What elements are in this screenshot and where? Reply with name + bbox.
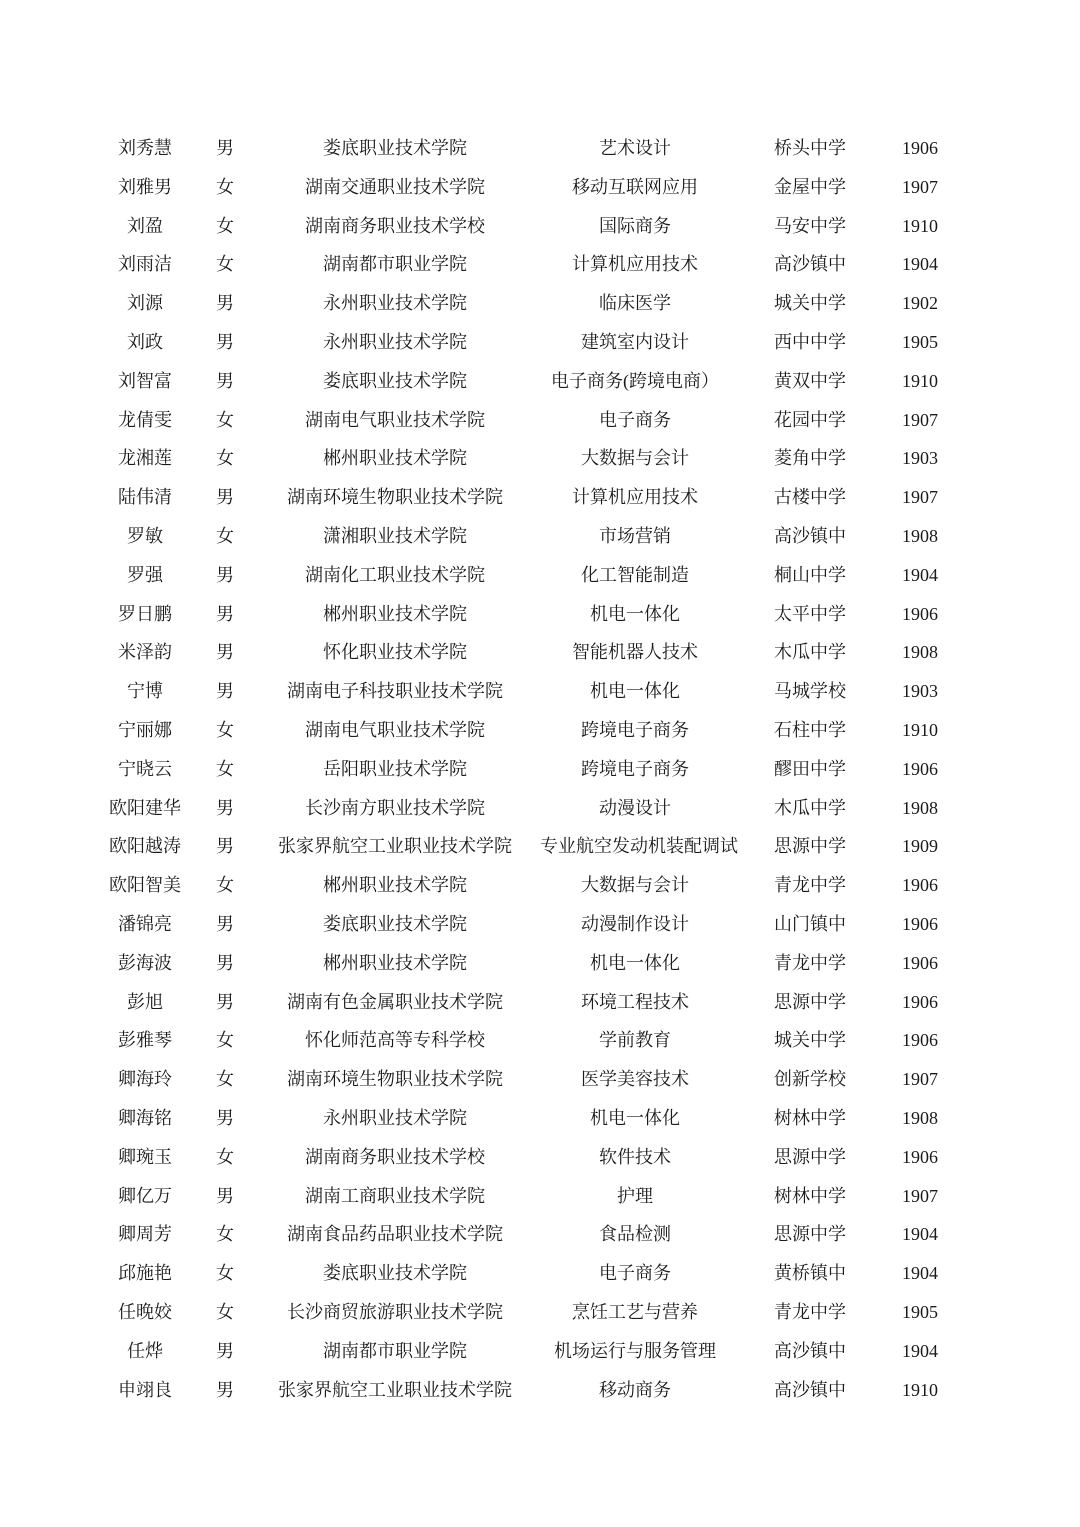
major-name: 机电一体化 — [590, 1107, 680, 1128]
college-name: 娄底职业技术学院 — [323, 1263, 467, 1284]
student-name: 任烨 — [127, 1340, 163, 1361]
school-name: 高沙镇中 — [774, 525, 846, 546]
college-name: 湖南电子科技职业技术学院 — [287, 681, 503, 702]
student-name: 罗强 — [127, 564, 163, 585]
table-row — [90, 1177, 950, 1216]
school-name: 花园中学 — [774, 409, 846, 430]
table-row — [90, 1060, 950, 1099]
class-number: 1907 — [902, 1185, 938, 1206]
college-name: 永州职业技术学院 — [323, 331, 467, 352]
school-name: 黄桥镇中 — [774, 1263, 846, 1284]
college-name: 湖南化工职业技术学院 — [305, 564, 485, 585]
student-gender: 男 — [216, 138, 234, 158]
major-name: 电子商务 — [599, 1263, 671, 1284]
class-number: 1906 — [902, 758, 938, 779]
class-number: 1907 — [902, 487, 938, 508]
college-name: 郴州职业技术学院 — [323, 603, 467, 624]
college-name: 娄底职业技术学院 — [323, 370, 467, 391]
student-name: 陆伟清 — [118, 487, 172, 508]
student-gender: 女 — [216, 448, 234, 469]
major-name: 软件技术 — [599, 1146, 671, 1167]
school-name: 思源中学 — [774, 1146, 846, 1167]
class-number: 1904 — [902, 1224, 938, 1245]
student-gender: 男 — [216, 1379, 234, 1400]
college-name: 湖南电气职业技术学院 — [305, 719, 485, 740]
class-number: 1910 — [902, 719, 938, 740]
student-gender: 男 — [216, 1185, 234, 1206]
major-name: 机场运行与服务管理 — [554, 1340, 716, 1361]
college-name: 潇湘职业技术学院 — [323, 525, 467, 546]
table-row — [90, 439, 950, 478]
class-number: 1906 — [902, 913, 938, 934]
table-row — [90, 983, 950, 1022]
table-row — [90, 129, 950, 168]
table-row — [90, 827, 950, 866]
class-number: 1908 — [902, 525, 938, 546]
student-gender: 男 — [216, 1340, 234, 1361]
table-row — [90, 478, 950, 517]
college-name: 湖南电气职业技术学院 — [305, 409, 485, 430]
student-name: 卿海玲 — [118, 1069, 172, 1090]
school-name: 金屋中学 — [774, 176, 846, 197]
class-number: 1906 — [902, 952, 938, 973]
student-name: 任晚姣 — [118, 1301, 172, 1322]
major-name: 机电一体化 — [590, 681, 680, 702]
college-name: 湖南环境生物职业技术学院 — [287, 1069, 503, 1090]
roster-body — [90, 129, 950, 1409]
student-name: 刘源 — [127, 293, 163, 314]
school-name: 桥头中学 — [774, 138, 846, 158]
school-name: 树林中学 — [774, 1185, 846, 1206]
table-row — [90, 1371, 950, 1410]
major-name: 国际商务 — [599, 215, 671, 236]
student-gender: 男 — [216, 370, 234, 391]
student-name: 刘智富 — [118, 370, 172, 391]
student-name: 米泽韵 — [118, 642, 172, 663]
student-gender: 女 — [216, 758, 234, 779]
student-gender: 男 — [216, 991, 234, 1012]
student-gender: 男 — [216, 331, 234, 352]
major-name: 电子商务(跨境电商） — [551, 370, 719, 391]
school-name: 高沙镇中 — [774, 1379, 846, 1400]
college-name: 娄底职业技术学院 — [323, 138, 467, 158]
major-name: 大数据与会计 — [581, 448, 689, 469]
student-name: 罗日鹏 — [118, 603, 172, 624]
student-gender: 女 — [216, 875, 234, 896]
college-name: 湖南食品药品职业技术学院 — [287, 1224, 503, 1245]
school-name: 石柱中学 — [774, 719, 846, 740]
school-name: 城关中学 — [774, 1030, 846, 1051]
college-name: 怀化师范高等专科学校 — [305, 1030, 485, 1051]
student-name: 龙倩雯 — [118, 409, 172, 430]
table-row — [90, 750, 950, 789]
class-number: 1906 — [902, 603, 938, 624]
major-name: 环境工程技术 — [581, 991, 689, 1012]
class-number: 1903 — [902, 681, 938, 702]
class-number: 1908 — [902, 642, 938, 663]
college-name: 长沙商贸旅游职业技术学院 — [287, 1301, 503, 1322]
student-gender: 男 — [216, 836, 234, 857]
student-gender: 男 — [216, 487, 234, 508]
student-name: 欧阳智美 — [109, 875, 181, 896]
school-name: 高沙镇中 — [774, 254, 846, 275]
student-gender: 女 — [216, 719, 234, 740]
major-name: 艺术设计 — [599, 138, 671, 158]
class-number: 1906 — [902, 991, 938, 1012]
college-name: 张家界航空工业职业技术学院 — [278, 836, 512, 857]
school-name: 高沙镇中 — [774, 1340, 846, 1361]
student-gender: 男 — [216, 913, 234, 934]
student-gender: 女 — [216, 1069, 234, 1090]
class-number: 1908 — [902, 797, 938, 818]
table-row — [90, 672, 950, 711]
student-roster-table — [90, 129, 950, 1409]
student-name: 邱施艳 — [118, 1263, 172, 1284]
student-name: 彭雅琴 — [118, 1030, 172, 1051]
school-name: 太平中学 — [774, 603, 846, 624]
major-name: 建筑室内设计 — [581, 331, 689, 352]
major-name: 食品检测 — [599, 1224, 671, 1245]
school-name: 黄双中学 — [774, 370, 846, 391]
school-name: 树林中学 — [774, 1107, 846, 1128]
college-name: 湖南环境生物职业技术学院 — [287, 487, 503, 508]
student-gender: 女 — [216, 1301, 234, 1322]
major-name: 电子商务 — [599, 409, 671, 430]
student-gender: 女 — [216, 1224, 234, 1245]
major-name: 机电一体化 — [590, 952, 680, 973]
class-number: 1906 — [902, 875, 938, 896]
class-number: 1904 — [902, 564, 938, 585]
student-gender: 男 — [216, 681, 234, 702]
major-name: 市场营销 — [599, 525, 671, 546]
student-name: 卿海铭 — [118, 1107, 172, 1128]
school-name: 青龙中学 — [774, 952, 846, 973]
table-row — [90, 1021, 950, 1060]
student-gender: 男 — [216, 293, 234, 314]
college-name: 湖南有色金属职业技术学院 — [287, 991, 503, 1012]
class-number: 1906 — [902, 1030, 938, 1051]
school-name: 菱角中学 — [774, 448, 846, 469]
major-name: 动漫制作设计 — [581, 913, 689, 934]
student-gender: 男 — [216, 797, 234, 818]
class-number: 1910 — [902, 1379, 938, 1400]
student-gender: 女 — [216, 525, 234, 546]
college-name: 郴州职业技术学院 — [323, 448, 467, 469]
student-gender: 女 — [216, 176, 234, 197]
class-number: 1902 — [902, 293, 938, 314]
table-row — [90, 323, 950, 362]
college-name: 长沙南方职业技术学院 — [305, 797, 485, 818]
student-name: 刘盈 — [127, 215, 163, 236]
major-name: 计算机应用技术 — [572, 487, 698, 508]
college-name: 湖南都市职业学院 — [323, 1340, 467, 1361]
major-name: 跨境电子商务 — [581, 758, 689, 779]
major-name: 移动商务 — [599, 1379, 671, 1400]
table-row — [90, 866, 950, 905]
college-name: 湖南交通职业技术学院 — [305, 176, 485, 197]
class-number: 1908 — [902, 1107, 938, 1128]
table-row — [90, 905, 950, 944]
school-name: 木瓜中学 — [774, 797, 846, 818]
table-row — [90, 517, 950, 556]
school-name: 创新学校 — [774, 1069, 846, 1090]
major-name: 动漫设计 — [599, 797, 671, 818]
student-gender: 女 — [216, 215, 234, 236]
college-name: 岳阳职业技术学院 — [323, 758, 467, 779]
college-name: 湖南工商职业技术学院 — [305, 1185, 485, 1206]
table-row — [90, 284, 950, 323]
school-name: 思源中学 — [774, 1224, 846, 1245]
school-name: 西中中学 — [774, 331, 846, 352]
school-name: 城关中学 — [774, 293, 846, 314]
major-name: 学前教育 — [599, 1030, 671, 1051]
student-name: 潘锦亮 — [118, 913, 172, 934]
student-name: 宁丽娜 — [118, 719, 172, 740]
class-number: 1907 — [902, 176, 938, 197]
college-name: 张家界航空工业职业技术学院 — [278, 1379, 512, 1400]
table-row — [90, 1332, 950, 1371]
class-number: 1906 — [902, 138, 938, 158]
school-name: 思源中学 — [774, 836, 846, 857]
table-row — [90, 1293, 950, 1332]
major-name: 烹饪工艺与营养 — [572, 1301, 698, 1322]
major-name: 医学美容技术 — [581, 1069, 689, 1090]
school-name: 思源中学 — [774, 991, 846, 1012]
student-gender: 男 — [216, 564, 234, 585]
table-row — [90, 401, 950, 440]
student-gender: 男 — [216, 952, 234, 973]
class-number: 1903 — [902, 448, 938, 469]
student-name: 卿周芳 — [118, 1224, 172, 1245]
class-number: 1904 — [902, 1263, 938, 1284]
college-name: 永州职业技术学院 — [323, 1107, 467, 1128]
major-name: 跨境电子商务 — [581, 719, 689, 740]
major-name: 移动互联网应用 — [572, 176, 698, 197]
student-name: 彭海波 — [118, 952, 172, 973]
table-row — [90, 711, 950, 750]
school-name: 马安中学 — [774, 215, 846, 236]
student-name: 卿琬玉 — [118, 1146, 172, 1167]
table-row — [90, 1215, 950, 1254]
college-name: 郴州职业技术学院 — [323, 875, 467, 896]
student-gender: 女 — [216, 409, 234, 430]
student-name: 欧阳建华 — [109, 797, 181, 818]
student-name: 申翊良 — [118, 1379, 172, 1400]
major-name: 机电一体化 — [590, 603, 680, 624]
student-gender: 男 — [216, 603, 234, 624]
major-name: 计算机应用技术 — [572, 254, 698, 275]
table-row — [90, 207, 950, 246]
student-gender: 女 — [216, 254, 234, 275]
college-name: 湖南商务职业技术学校 — [305, 1146, 485, 1167]
student-name: 彭旭 — [127, 991, 163, 1012]
major-name: 专业航空发动机装配调试 — [540, 836, 738, 857]
class-number: 1907 — [902, 409, 938, 430]
student-name: 宁晓云 — [118, 758, 172, 779]
school-name: 醪田中学 — [774, 758, 846, 779]
student-name: 刘雅男 — [118, 176, 172, 197]
major-name: 智能机器人技术 — [572, 642, 698, 663]
student-name: 刘秀慧 — [118, 138, 172, 158]
major-name: 大数据与会计 — [581, 875, 689, 896]
school-name: 青龙中学 — [774, 875, 846, 896]
table-row — [90, 362, 950, 401]
class-number: 1904 — [902, 1340, 938, 1361]
class-number: 1910 — [902, 370, 938, 391]
table-row — [90, 556, 950, 595]
school-name: 木瓜中学 — [774, 642, 846, 663]
table-row — [90, 595, 950, 634]
class-number: 1905 — [902, 331, 938, 352]
college-name: 郴州职业技术学院 — [323, 952, 467, 973]
class-number: 1909 — [902, 836, 938, 857]
student-gender: 女 — [216, 1146, 234, 1167]
school-name: 古楼中学 — [774, 487, 846, 508]
table-row — [90, 1138, 950, 1177]
student-name: 刘政 — [127, 331, 163, 352]
college-name: 娄底职业技术学院 — [323, 913, 467, 934]
major-name: 护理 — [617, 1185, 653, 1206]
college-name: 湖南商务职业技术学校 — [305, 215, 485, 236]
class-number: 1905 — [902, 1301, 938, 1322]
major-name: 化工智能制造 — [581, 564, 689, 585]
school-name: 马城学校 — [774, 681, 846, 702]
student-name: 刘雨洁 — [118, 254, 172, 275]
college-name: 怀化职业技术学院 — [323, 642, 467, 663]
school-name: 山门镇中 — [774, 913, 846, 934]
class-number: 1907 — [902, 1069, 938, 1090]
student-gender: 男 — [216, 1107, 234, 1128]
school-name: 青龙中学 — [774, 1301, 846, 1322]
table-row — [90, 168, 950, 207]
student-gender: 男 — [216, 642, 234, 663]
major-name: 临床医学 — [599, 293, 671, 314]
student-name: 罗敏 — [127, 525, 163, 546]
table-row — [90, 944, 950, 983]
class-number: 1906 — [902, 1146, 938, 1167]
table-row — [90, 245, 950, 284]
table-row — [90, 633, 950, 672]
class-number: 1910 — [902, 215, 938, 236]
student-name: 卿亿万 — [118, 1185, 172, 1206]
school-name: 桐山中学 — [774, 564, 846, 585]
student-name: 龙湘莲 — [118, 448, 172, 469]
student-name: 宁博 — [127, 681, 163, 702]
class-number: 1904 — [902, 254, 938, 275]
student-name: 欧阳越涛 — [109, 836, 181, 857]
table-row — [90, 789, 950, 828]
college-name: 湖南都市职业学院 — [323, 254, 467, 275]
table-row — [90, 1254, 950, 1293]
student-gender: 女 — [216, 1030, 234, 1051]
college-name: 永州职业技术学院 — [323, 293, 467, 314]
student-gender: 女 — [216, 1263, 234, 1284]
table-row — [90, 1099, 950, 1138]
